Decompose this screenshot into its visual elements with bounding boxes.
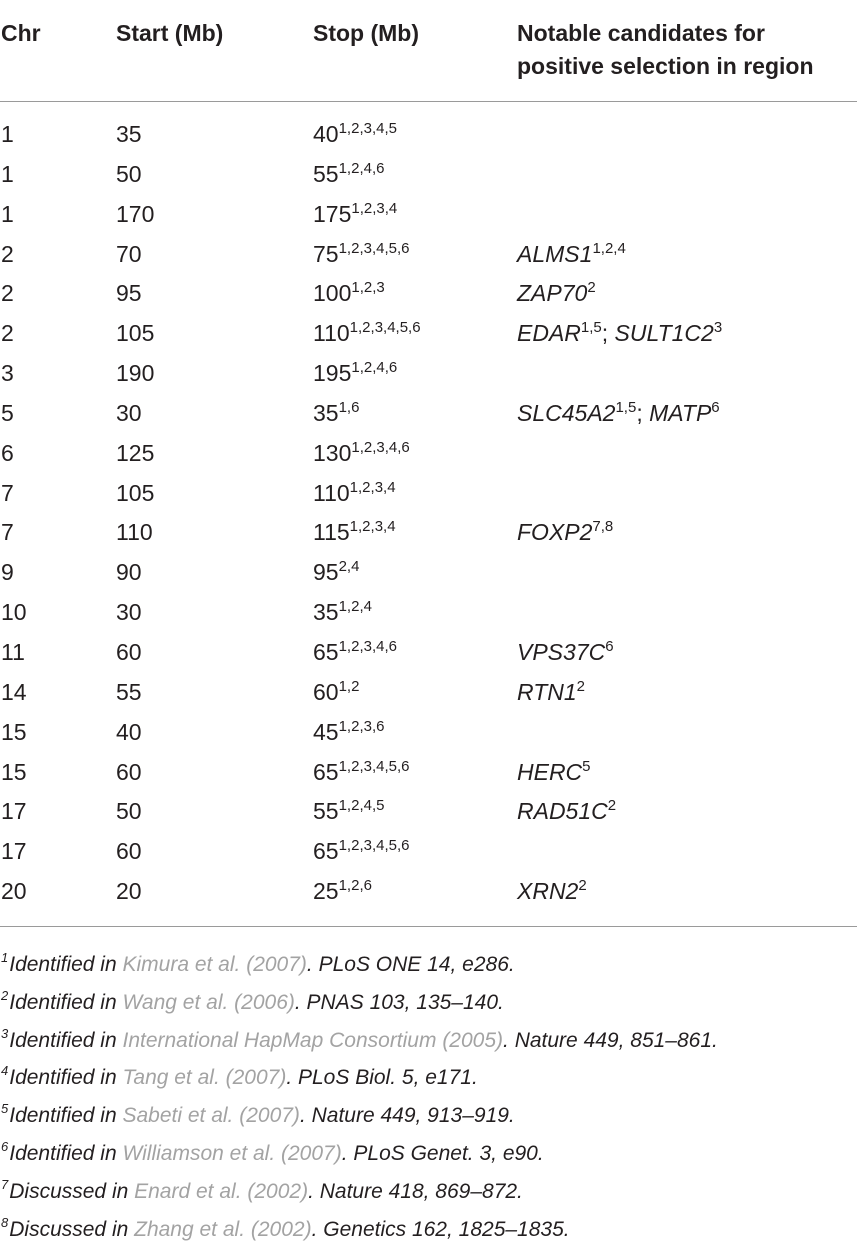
stop-value: 55 xyxy=(313,160,339,187)
candidate-gene: ZAP70 xyxy=(517,280,588,307)
gene-reference-superscript: 1,2,4 xyxy=(592,239,626,257)
cell-chr: 9 xyxy=(1,559,14,586)
stop-value: 115 xyxy=(313,519,350,546)
stop-reference-superscript: 1,2,3,4 xyxy=(351,199,398,217)
stop-value: 100 xyxy=(313,280,352,307)
table-row xyxy=(0,670,857,710)
footnote-prefix: Discussed in xyxy=(9,1217,135,1241)
cell-start: 50 xyxy=(116,798,142,825)
cell-chr: 1 xyxy=(1,160,14,187)
cell-stop xyxy=(313,877,372,905)
cell-chr: 15 xyxy=(1,758,27,785)
footnote-citation: . Nature 418, 869–872. xyxy=(308,1179,523,1203)
cell-stop xyxy=(313,319,421,347)
header-chr: Chr xyxy=(1,20,41,46)
cell-stop xyxy=(313,160,384,188)
header-candidates xyxy=(517,17,814,83)
table-row xyxy=(0,192,857,232)
cell-start: 110 xyxy=(116,519,153,546)
cell-start: 170 xyxy=(116,200,155,227)
footnotes xyxy=(1,946,851,1248)
cell-candidates xyxy=(517,758,591,786)
stop-reference-superscript: 1,2,3,4,6 xyxy=(338,637,397,655)
stop-value: 60 xyxy=(313,678,339,705)
gene-reference-superscript: 7,8 xyxy=(592,518,614,536)
gene-reference-superscript: 2 xyxy=(587,279,596,297)
table-bottom-rule xyxy=(0,926,857,927)
stop-value: 25 xyxy=(313,878,339,905)
candidate-gene: RTN1 xyxy=(517,678,577,705)
cell-chr: 20 xyxy=(1,878,27,905)
cell-stop xyxy=(313,240,410,268)
footnote-citation: . Nature 449, 913–919. xyxy=(299,1104,515,1128)
candidate-gene: HERC xyxy=(517,758,583,785)
footnote-number: 6 xyxy=(1,1138,9,1154)
cell-start: 95 xyxy=(116,280,142,307)
footnote-reference-link[interactable]: Zhang et al. (2002) xyxy=(134,1217,312,1241)
footnote-reference-link[interactable]: Tang et al. (2007) xyxy=(122,1066,287,1090)
candidate-gene: VPS37C xyxy=(517,638,606,665)
cell-stop xyxy=(313,279,385,307)
footnote-number: 3 xyxy=(1,1025,9,1041)
cell-candidates xyxy=(517,399,720,427)
footnote-citation: . PLoS Biol. 5, e171. xyxy=(286,1066,478,1090)
stop-value: 110 xyxy=(313,479,350,506)
cell-start: 90 xyxy=(116,559,142,586)
table-row xyxy=(0,510,857,550)
footnote-prefix: Identified in xyxy=(9,1066,123,1090)
gene-reference-superscript: 2 xyxy=(578,877,587,895)
stop-value: 65 xyxy=(313,638,339,665)
table-row xyxy=(0,630,857,670)
stop-reference-superscript: 2,4 xyxy=(338,558,360,576)
cell-candidates xyxy=(517,877,587,905)
footnote-prefix: Identified in xyxy=(9,990,123,1014)
cell-start: 40 xyxy=(116,718,142,745)
footnote-prefix: Identified in xyxy=(9,1141,123,1165)
footnote-reference-link[interactable]: Sabeti et al. (2007) xyxy=(122,1104,300,1128)
gene-reference-superscript: 3 xyxy=(713,319,723,337)
stop-reference-superscript: 1,2,3,4 xyxy=(349,518,396,536)
footnote-number: 7 xyxy=(1,1176,9,1192)
cell-candidates xyxy=(517,678,585,706)
footnote-item xyxy=(1,1097,851,1135)
cell-chr: 11 xyxy=(1,638,25,665)
cell-stop xyxy=(313,598,372,626)
cell-chr: 5 xyxy=(1,399,14,426)
cell-candidates xyxy=(517,240,626,268)
footnote-item xyxy=(1,1059,851,1097)
stop-value: 35 xyxy=(313,399,339,426)
cell-start: 50 xyxy=(116,160,142,187)
cell-candidates xyxy=(517,797,616,825)
footnote-reference-link[interactable]: Wang et al. (2006) xyxy=(122,990,295,1014)
table-header xyxy=(0,0,857,102)
stop-value: 175 xyxy=(313,200,352,227)
footnote-number: 1 xyxy=(1,950,9,965)
footnote-number: 8 xyxy=(1,1214,9,1230)
cell-stop xyxy=(313,758,410,786)
stop-reference-superscript: 1,2,3,4,5,6 xyxy=(338,837,410,855)
table-row xyxy=(0,550,857,590)
stop-value: 65 xyxy=(313,838,339,865)
candidate-gene: EDAR xyxy=(517,320,581,347)
stop-reference-superscript: 1,2,4 xyxy=(338,598,372,616)
header-start: Start (Mb) xyxy=(116,20,224,46)
stop-value: 75 xyxy=(313,240,339,267)
candidate-gene: XRN2 xyxy=(517,878,579,905)
cell-chr: 2 xyxy=(1,280,14,307)
cell-chr: 2 xyxy=(1,320,14,347)
stop-reference-superscript: 1,2,4,5 xyxy=(338,797,385,815)
cell-chr: 7 xyxy=(1,479,14,506)
cell-start: 55 xyxy=(116,678,142,705)
stop-reference-superscript: 1,2,3,6 xyxy=(338,717,385,735)
candidate-separator: ; xyxy=(601,320,615,347)
cell-candidates xyxy=(517,518,613,546)
table-body xyxy=(0,112,857,909)
footnote-citation: . PLoS Genet. 3, e90. xyxy=(341,1141,544,1165)
footnote-item xyxy=(1,1135,851,1173)
cell-chr: 7 xyxy=(1,519,14,546)
gene-reference-superscript: 2 xyxy=(576,677,585,695)
stop-value: 95 xyxy=(313,559,339,586)
header-candidates-line2: positive selection in region xyxy=(517,53,814,79)
footnote-citation: . PLoS ONE 14, e286. xyxy=(306,953,515,976)
gene-reference-superscript: 1,5 xyxy=(580,319,602,337)
cell-start: 35 xyxy=(116,121,142,147)
cell-stop xyxy=(313,558,359,586)
stop-reference-superscript: 1,6 xyxy=(338,398,360,416)
candidate-gene: MATP xyxy=(649,399,712,426)
cell-chr: 3 xyxy=(1,360,14,387)
footnote-prefix: Identified in xyxy=(9,1104,123,1128)
cell-start: 30 xyxy=(116,599,142,626)
header-candidates-line1: Notable candidates for xyxy=(517,20,765,46)
stop-reference-superscript: 1,2,3,4 xyxy=(349,478,396,496)
table-row xyxy=(0,750,857,790)
table-row xyxy=(0,351,857,391)
cell-start: 105 xyxy=(116,479,155,506)
cell-stop xyxy=(313,359,397,387)
gene-reference-superscript: 1,5 xyxy=(615,398,637,416)
cell-chr: 1 xyxy=(1,121,14,147)
footnote-reference-link[interactable]: Enard et al. (2002) xyxy=(134,1179,309,1203)
stop-reference-superscript: 1,2,3,4,5,6 xyxy=(349,319,421,337)
cell-candidates xyxy=(517,638,614,666)
stop-reference-superscript: 1,2,3,4,5,6 xyxy=(338,239,410,257)
table-row xyxy=(0,431,857,471)
cell-stop xyxy=(313,518,396,546)
stop-reference-superscript: 1,2,3 xyxy=(351,279,385,297)
footnote-item xyxy=(1,1211,851,1248)
cell-chr: 14 xyxy=(1,678,27,705)
table-row xyxy=(0,869,857,909)
stop-value: 35 xyxy=(313,599,339,626)
stop-reference-superscript: 1,2 xyxy=(338,677,360,695)
stop-reference-superscript: 1,2,4,6 xyxy=(338,159,385,177)
cell-start: 20 xyxy=(116,878,142,905)
footnote-reference-link[interactable]: Williamson et al. (2007) xyxy=(122,1141,342,1165)
table-row xyxy=(0,391,857,431)
cell-start: 30 xyxy=(116,399,142,426)
table-row xyxy=(0,232,857,272)
cell-start: 70 xyxy=(116,240,142,267)
stop-reference-superscript: 1,2,3,4,5,6 xyxy=(338,757,410,775)
cell-stop xyxy=(313,797,384,825)
table-row xyxy=(0,471,857,511)
candidate-gene: SULT1C2 xyxy=(614,320,714,347)
gene-reference-superscript: 6 xyxy=(605,637,614,655)
footnote-reference-link[interactable]: Kimura et al. (2007) xyxy=(122,953,307,976)
footnote-prefix: Discussed in xyxy=(9,1179,135,1203)
footnote-number: 5 xyxy=(1,1101,9,1117)
stop-value: 110 xyxy=(313,320,350,347)
cell-chr: 1 xyxy=(1,200,14,227)
stop-reference-superscript: 1,2,6 xyxy=(338,877,372,895)
cell-start: 60 xyxy=(116,638,142,665)
cell-chr: 2 xyxy=(1,240,14,267)
gene-reference-superscript: 5 xyxy=(582,757,591,775)
stop-value: 40 xyxy=(313,121,339,147)
footnote-prefix: Identified in xyxy=(9,1028,123,1052)
gene-reference-superscript: 6 xyxy=(711,398,720,416)
cell-start: 60 xyxy=(116,758,142,785)
cell-chr: 10 xyxy=(1,599,27,626)
table-row xyxy=(0,590,857,630)
stop-value: 55 xyxy=(313,798,339,825)
gene-reference-superscript: 2 xyxy=(607,797,617,815)
candidate-gene: RAD51C xyxy=(517,798,608,825)
cell-chr: 17 xyxy=(1,838,27,865)
cell-stop xyxy=(313,638,397,666)
footnote-item xyxy=(1,984,851,1022)
cell-stop xyxy=(313,439,410,467)
footnote-number: 2 xyxy=(1,987,9,1003)
stop-value: 45 xyxy=(313,718,339,745)
footnote-citation: . Nature 449, 851–861. xyxy=(503,1028,718,1052)
candidate-gene: FOXP2 xyxy=(517,519,593,546)
stop-value: 195 xyxy=(313,360,352,387)
stop-value: 130 xyxy=(313,439,352,466)
footnote-number: 4 xyxy=(1,1063,9,1079)
candidate-gene: ALMS1 xyxy=(517,240,593,267)
cell-stop xyxy=(313,399,359,427)
footnote-citation: . PNAS 103, 135–140. xyxy=(294,990,504,1014)
footnote-prefix: Identified in xyxy=(9,953,123,976)
footnote-item xyxy=(1,946,851,984)
candidate-gene: SLC45A2 xyxy=(517,399,616,426)
cell-stop xyxy=(313,200,397,228)
cell-candidates xyxy=(517,319,722,347)
cell-start: 125 xyxy=(116,439,155,466)
header-stop: Stop (Mb) xyxy=(313,20,420,46)
cell-chr: 15 xyxy=(1,718,27,745)
cell-start: 190 xyxy=(116,360,155,387)
cell-stop xyxy=(313,718,384,746)
cell-stop xyxy=(313,837,410,865)
candidate-separator: ; xyxy=(636,399,650,426)
cell-chr: 6 xyxy=(1,439,14,466)
cell-chr: 17 xyxy=(1,798,27,825)
footnote-item xyxy=(1,1022,851,1060)
cell-stop xyxy=(313,678,359,706)
cell-start: 60 xyxy=(116,838,142,865)
footnote-reference-link[interactable]: International HapMap Consortium (2005) xyxy=(122,1028,504,1052)
table-row xyxy=(0,271,857,311)
stop-value: 65 xyxy=(313,758,339,785)
stop-reference-superscript: 1,2,3,4,6 xyxy=(351,438,410,456)
cell-candidates xyxy=(517,279,596,307)
table-row xyxy=(0,112,857,152)
table-row xyxy=(0,311,857,351)
stop-reference-superscript: 1,2,3,4,5 xyxy=(338,120,397,137)
cell-stop xyxy=(313,120,397,148)
footnote-citation: . Genetics 162, 1825–1835. xyxy=(311,1217,570,1241)
cell-start: 105 xyxy=(116,320,155,347)
table-row xyxy=(0,789,857,829)
table-row xyxy=(0,710,857,750)
stop-reference-superscript: 1,2,4,6 xyxy=(351,359,398,377)
cell-stop xyxy=(313,479,396,507)
table-row xyxy=(0,152,857,192)
table-row xyxy=(0,829,857,869)
footnote-item xyxy=(1,1173,851,1211)
